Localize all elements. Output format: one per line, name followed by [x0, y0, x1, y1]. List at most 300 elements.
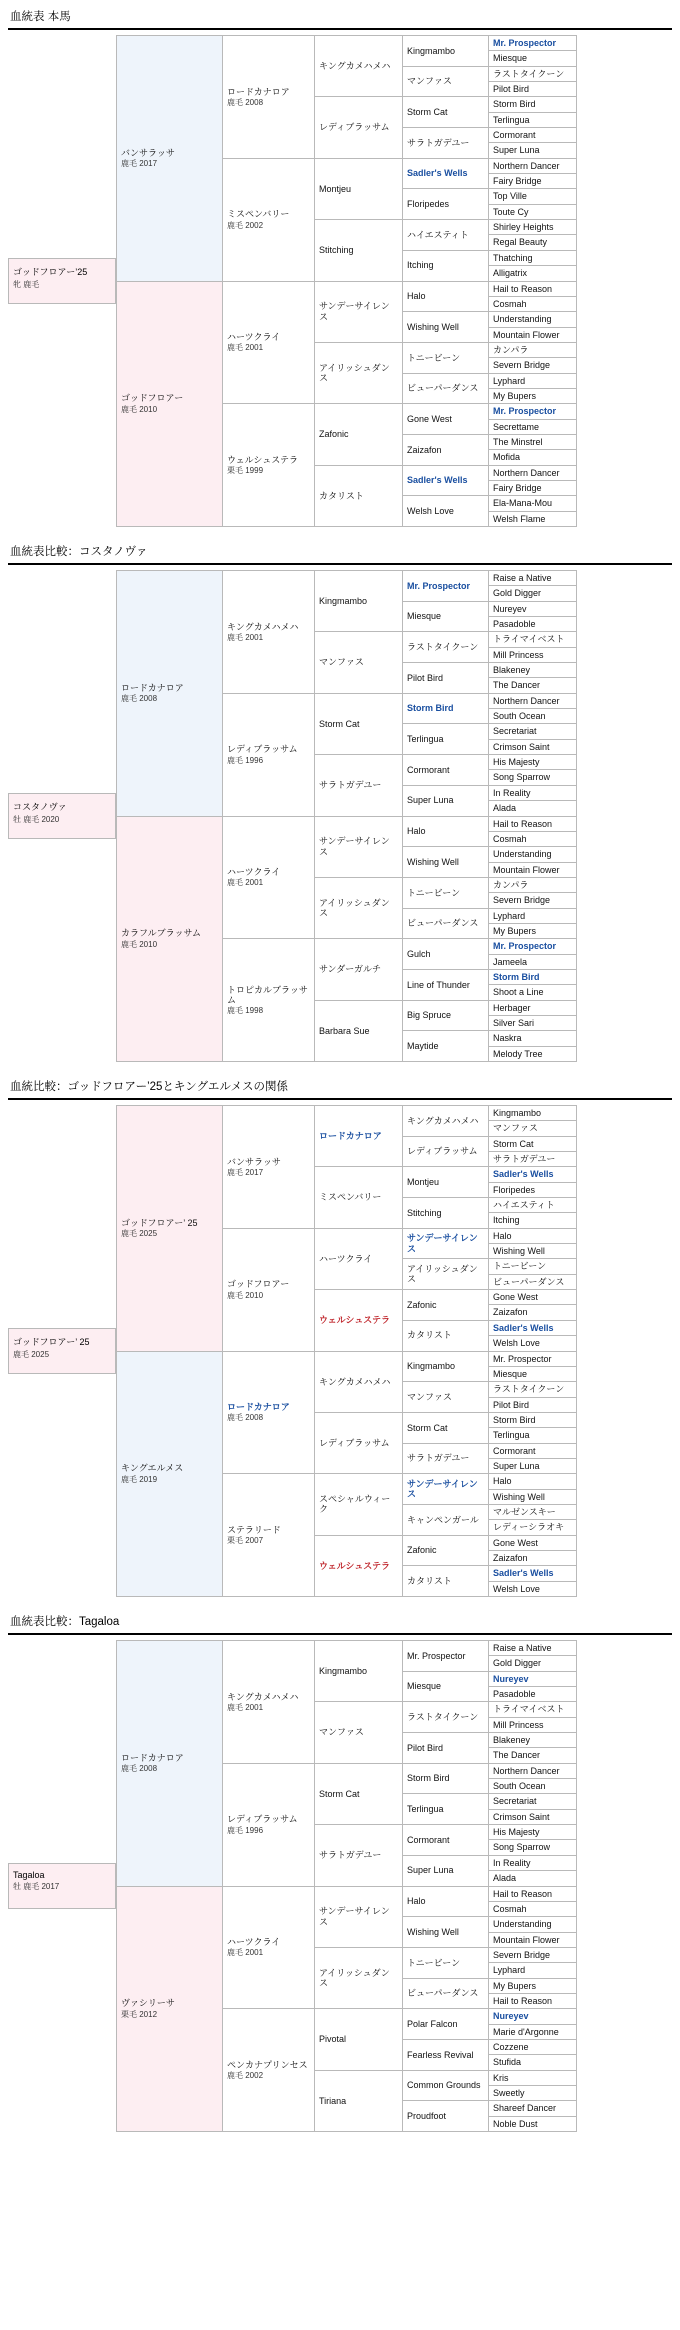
horse-name: Storm Cat: [407, 1422, 448, 1433]
gen5-cell: [489, 862, 577, 877]
horse-name: Thatching: [493, 252, 533, 263]
horse-name: Storm Bird: [493, 99, 536, 110]
horse-detail: 鹿毛 2008: [121, 1764, 158, 1774]
gen3-cell: [315, 158, 403, 219]
gen5-cell: [489, 1031, 577, 1046]
horse-name: Mr. Prospector: [493, 38, 557, 48]
gen5-cell: [489, 388, 577, 403]
gen3-cell: [315, 1290, 403, 1351]
gen3-cell: [315, 281, 403, 342]
gen5-cell: [489, 1520, 577, 1535]
gen1-cell: [117, 1351, 223, 1597]
gen4-cell: [403, 404, 489, 435]
gen4-cell: [403, 36, 489, 67]
horse-name: キングカメハメハ: [319, 61, 391, 72]
horse-name: ロードカナロア: [227, 1402, 290, 1413]
horse-name: Shirley Heights: [493, 222, 554, 233]
sections-root: [8, 6, 672, 2132]
gen5-cell: [489, 770, 577, 785]
gen3-cell: [315, 1167, 403, 1228]
horse-detail: 鹿毛 1996: [227, 1825, 264, 1835]
gen5-cell: [489, 496, 577, 511]
gen5-cell: [489, 1641, 577, 1656]
horse-detail: 鹿毛 2010: [121, 939, 158, 949]
section-title: 血統表比較：Tagaloa: [8, 1611, 672, 1635]
horse-name: Halo: [407, 826, 426, 837]
horse-name: Super Luna: [407, 795, 454, 806]
horse-name: トニービーン: [407, 1957, 461, 1968]
horse-name: My Bupers: [493, 925, 537, 936]
horse-name: Lyphard: [493, 375, 526, 386]
horse-name: Gold Digger: [493, 1658, 542, 1669]
pedigree-table: [116, 1640, 577, 2132]
gen4-cell: [403, 1474, 489, 1505]
horse-name: Zaizafon: [493, 1307, 528, 1318]
horse-name: Pilot Bird: [407, 672, 444, 683]
horse-name: Welsh Flame: [493, 513, 546, 524]
horse-name: Shareef Dancer: [493, 2103, 557, 2114]
gen5-cell: [489, 877, 577, 892]
gen3-cell: [315, 1474, 403, 1535]
horse-name: Pivotal: [319, 2034, 347, 2045]
section-title: 血統表 本馬: [8, 6, 672, 30]
horse-name: Naskra: [493, 1033, 522, 1044]
gen5-cell: [489, 1152, 577, 1167]
gen4-cell: [403, 632, 489, 663]
subject-detail: 牡 鹿毛 2017: [13, 1882, 60, 1891]
gen5-cell: [489, 1901, 577, 1916]
horse-name: Song Sparrow: [493, 772, 551, 783]
horse-name: サラトガデユー: [319, 1850, 382, 1861]
gen5-cell: [489, 404, 577, 419]
pedigree-table: [116, 35, 577, 527]
horse-name: ラストタイクーン: [493, 68, 565, 79]
horse-name: Itching: [407, 260, 434, 271]
horse-name: Cosmah: [493, 833, 527, 844]
gen5-cell: [489, 174, 577, 189]
gen5-cell: [489, 1259, 577, 1274]
gen5-cell: [489, 1993, 577, 2008]
horse-name: Storm Cat: [319, 1788, 360, 1799]
gen5-cell: [489, 143, 577, 158]
horse-name: レディブラッサム: [319, 1437, 390, 1448]
gen4-cell: [403, 1136, 489, 1167]
gen4-cell: [403, 1031, 489, 1062]
gen4-cell: [403, 724, 489, 755]
horse-name: Mill Princess: [493, 1719, 544, 1730]
gen5-cell: [489, 1535, 577, 1550]
horse-detail: 栗毛 1999: [227, 466, 264, 476]
horse-name: Terlingua: [493, 1430, 530, 1441]
gen4-cell: [403, 908, 489, 939]
gen5-cell: [489, 266, 577, 281]
horse-name: Marie d'Argonne: [493, 2026, 559, 2037]
horse-name: サラトガデユー: [319, 780, 382, 791]
gen5-cell: [489, 1671, 577, 1686]
section-title: 血統表比較：コスタノヴァ: [8, 541, 672, 565]
gen5-cell: [489, 1733, 577, 1748]
gen4-cell: [403, 1978, 489, 2009]
horse-name: Miesque: [493, 1368, 528, 1379]
horse-name: Gone West: [493, 1292, 538, 1303]
horse-name: Kingmambo: [493, 1108, 542, 1118]
horse-name: Miesque: [407, 1681, 442, 1692]
gen3-cell: [315, 1702, 403, 1763]
horse-name: ハーツクライ: [227, 332, 281, 343]
horse-name: Halo: [407, 1896, 426, 1907]
horse-name: Alligatrix: [493, 268, 528, 279]
table-row: [117, 816, 577, 831]
gen5-cell: [489, 739, 577, 754]
pedigree-section: [8, 541, 672, 1062]
horse-name: ロードカナロア: [227, 86, 290, 97]
gen5-cell: [489, 327, 577, 342]
gen5-cell: [489, 1717, 577, 1732]
gen2-cell: [223, 2009, 315, 2132]
horse-name: ハイエスティト: [493, 1200, 555, 1211]
horse-name: サンデーサイレンス: [407, 1478, 478, 1500]
horse-name: Pasadoble: [493, 619, 536, 630]
horse-name: サンデーサイレンス: [407, 1233, 478, 1254]
gen5-cell: [489, 1474, 577, 1489]
gen5-cell: [489, 1274, 577, 1289]
gen5-cell: [489, 908, 577, 923]
horse-name: サンデーサイレンス: [319, 1906, 390, 1927]
horse-name: Zafonic: [319, 429, 349, 440]
gen4-cell: [403, 1412, 489, 1443]
gen5-cell: [489, 1046, 577, 1061]
horse-name: Storm Cat: [493, 1138, 534, 1149]
gen5-cell: [489, 709, 577, 724]
gen4-cell: [403, 1641, 489, 1672]
gen5-cell: [489, 2055, 577, 2070]
horse-name: キングエルメス: [121, 1463, 184, 1474]
gen5-cell: [489, 1963, 577, 1978]
gen4-cell: [403, 571, 489, 602]
horse-name: Sadler's Wells: [493, 1322, 554, 1333]
gen4-cell: [403, 158, 489, 189]
gen3-cell: [315, 755, 403, 816]
horse-detail: 鹿毛 2001: [227, 1948, 264, 1958]
horse-name: カタリスト: [407, 1575, 452, 1586]
horse-name: Understanding: [493, 1919, 552, 1930]
gen5-cell: [489, 1886, 577, 1901]
subject-cell: [8, 1328, 116, 1374]
horse-name: Big Spruce: [407, 1010, 452, 1021]
horse-name: Severn Bridge: [493, 360, 551, 371]
horse-name: Mountain Flower: [493, 864, 560, 875]
gen1-cell: [117, 36, 223, 282]
gen5-cell: [489, 1763, 577, 1778]
horse-name: バンサラッサ: [121, 147, 175, 158]
gen4-cell: [403, 969, 489, 1000]
horse-name: キングカメハメハ: [319, 1376, 391, 1387]
gen5-cell: [489, 755, 577, 770]
gen5-cell: [489, 939, 577, 954]
horse-name: Mr. Prospector: [407, 1650, 466, 1661]
horse-name: Mountain Flower: [493, 329, 560, 340]
gen3-cell: [315, 97, 403, 158]
horse-name: Blakeney: [493, 1735, 531, 1746]
gen5-cell: [489, 693, 577, 708]
subject-cell: [8, 1863, 116, 1909]
horse-name: Maytide: [407, 1040, 439, 1051]
horse-name: Stitching: [319, 245, 354, 256]
horse-name: トニービーン: [407, 352, 461, 363]
gen5-cell: [489, 97, 577, 112]
gen4-cell: [403, 342, 489, 373]
horse-name: Kris: [493, 2072, 509, 2083]
pedigree-table: [116, 1105, 577, 1597]
table-row: [117, 36, 577, 51]
horse-name: Storm Bird: [493, 971, 540, 982]
gen5-cell: [489, 2085, 577, 2100]
gen4-cell: [403, 1825, 489, 1856]
horse-name: Welsh Love: [493, 1583, 540, 1594]
table-row: [117, 1886, 577, 1901]
gen4-cell: [403, 755, 489, 786]
gen5-cell: [489, 2101, 577, 2116]
horse-name: ゴッドフロアー: [121, 393, 184, 404]
gen5-cell: [489, 1917, 577, 1932]
horse-name: カラフルブラッサム: [121, 928, 202, 939]
horse-detail: 鹿毛 2010: [227, 1290, 264, 1300]
gen4-cell: [403, 847, 489, 878]
horse-name: Sadler's Wells: [493, 1169, 554, 1180]
horse-name: Shoot a Line: [493, 987, 544, 998]
horse-name: Cosmah: [493, 298, 527, 309]
gen4-cell: [403, 601, 489, 632]
gen1-cell: [117, 816, 223, 1062]
horse-name: Kingmambo: [407, 1361, 456, 1372]
horse-name: カンパラ: [493, 879, 529, 890]
gen5-cell: [489, 1947, 577, 1962]
gen5-cell: [489, 571, 577, 586]
horse-name: Severn Bridge: [493, 895, 551, 906]
subject-name: ゴッドフロアー’25: [13, 267, 88, 277]
horse-name: Sadler's Wells: [407, 168, 468, 179]
gen4-cell: [403, 1702, 489, 1733]
horse-name: Welsh Love: [407, 505, 454, 516]
section-body: [8, 35, 672, 527]
horse-name: ウェルシュステラ: [319, 1560, 391, 1571]
gen3-cell: [315, 1351, 403, 1412]
gen2-cell: [223, 1351, 315, 1474]
gen4-cell: [403, 816, 489, 847]
gen3-cell: [315, 1825, 403, 1886]
gen5-cell: [489, 220, 577, 235]
horse-name: Gold Digger: [493, 588, 542, 599]
gen5-cell: [489, 480, 577, 495]
gen5-cell: [489, 663, 577, 678]
gen4-cell: [403, 1733, 489, 1764]
gen2-cell: [223, 281, 315, 404]
gen5-cell: [489, 1382, 577, 1397]
horse-name: Jameela: [493, 956, 528, 967]
horse-name: Fearless Revival: [407, 2049, 474, 2060]
horse-detail: 鹿毛 2002: [227, 2071, 264, 2081]
gen5-cell: [489, 617, 577, 632]
horse-name: Mr. Prospector: [493, 941, 557, 952]
gen3-cell: [315, 465, 403, 526]
horse-name: Nureyev: [493, 1673, 529, 1684]
gen4-cell: [403, 1671, 489, 1702]
horse-name: トライマイベスト: [493, 634, 565, 645]
gen4-cell: [403, 663, 489, 694]
horse-detail: 鹿毛 1996: [227, 755, 264, 765]
horse-name: Sadler's Wells: [407, 475, 468, 486]
horse-name: ビューパーダンス: [407, 383, 479, 394]
gen5-cell: [489, 1978, 577, 1993]
horse-name: Melody Tree: [493, 1048, 543, 1059]
gen5-cell: [489, 235, 577, 250]
horse-detail: 鹿毛 2010: [121, 404, 158, 414]
horse-name: South Ocean: [493, 1781, 546, 1792]
horse-name: Alada: [493, 1873, 517, 1884]
gen5-cell: [489, 1397, 577, 1412]
horse-name: ロードカナロア: [121, 682, 184, 693]
horse-name: Top Ville: [493, 191, 527, 202]
gen5-cell: [489, 586, 577, 601]
gen2-cell: [223, 158, 315, 281]
gen5-cell: [489, 954, 577, 969]
horse-name: His Majesty: [493, 1827, 540, 1838]
gen5-cell: [489, 1840, 577, 1855]
gen2-cell: [223, 571, 315, 694]
horse-detail: 鹿毛 2001: [227, 632, 264, 642]
gen5-cell: [489, 724, 577, 739]
subject-detail: 鹿毛 2025: [13, 1350, 50, 1359]
gen4-cell: [403, 128, 489, 159]
horse-name: Lyphard: [493, 1965, 526, 1976]
horse-name: Welsh Love: [493, 1338, 540, 1349]
horse-name: Zafonic: [407, 1545, 437, 1556]
subject-block: [8, 1328, 116, 1374]
gen4-cell: [403, 2009, 489, 2040]
gen5-cell: [489, 511, 577, 526]
horse-name: Northern Dancer: [493, 467, 560, 478]
gen5-cell: [489, 112, 577, 127]
gen2-cell: [223, 1641, 315, 1764]
gen3-cell: [315, 1000, 403, 1061]
section-body: [8, 1105, 672, 1597]
horse-name: Barbara Sue: [319, 1025, 370, 1036]
horse-name: サンデーサイレンス: [319, 301, 390, 322]
horse-name: トロピカルブラッサム: [227, 984, 308, 1006]
gen5-cell: [489, 816, 577, 831]
horse-name: Cosmah: [493, 1903, 527, 1914]
gen4-cell: [403, 1947, 489, 1978]
horse-name: サラトガデユー: [407, 137, 470, 148]
gen5-cell: [489, 66, 577, 81]
gen4-cell: [403, 1504, 489, 1535]
horse-detail: 鹿毛 1998: [227, 1006, 264, 1016]
horse-name: Kingmambo: [319, 596, 368, 607]
horse-name: Wishing Well: [407, 1926, 459, 1937]
gen5-cell: [489, 1167, 577, 1182]
horse-name: Northern Dancer: [493, 695, 560, 706]
pedigree-section: [8, 6, 672, 527]
gen4-cell: [403, 1566, 489, 1597]
gen2-cell: [223, 939, 315, 1062]
gen5-cell: [489, 434, 577, 449]
horse-name: Miesque: [407, 611, 442, 622]
horse-name: マンファス: [319, 1727, 364, 1738]
horse-name: Nureyev: [493, 603, 527, 614]
horse-name: ラストタイクーン: [407, 642, 479, 653]
gen5-cell: [489, 465, 577, 480]
section-body: [8, 570, 672, 1062]
horse-name: The Dancer: [493, 680, 541, 691]
gen5-cell: [489, 189, 577, 204]
gen4-cell: [403, 1198, 489, 1229]
gen4-cell: [403, 250, 489, 281]
horse-name: Super Luna: [493, 145, 540, 156]
horse-name: トニービーン: [407, 887, 461, 898]
table-row: [117, 1106, 577, 1121]
gen4-cell: [403, 1382, 489, 1413]
gen3-cell: [315, 404, 403, 465]
gen5-cell: [489, 785, 577, 800]
gen5-cell: [489, 1748, 577, 1763]
horse-name: Raise a Native: [493, 573, 552, 583]
horse-name: ビューパーダンス: [407, 918, 479, 929]
horse-name: ロードカナロア: [121, 1752, 184, 1763]
gen5-cell: [489, 1351, 577, 1366]
horse-name: ステラリード: [227, 1524, 281, 1535]
gen5-cell: [489, 1366, 577, 1381]
horse-name: Secretariat: [493, 1796, 537, 1807]
gen5-cell: [489, 1412, 577, 1427]
horse-detail: 鹿毛 2017: [227, 1167, 264, 1177]
horse-name: Storm Bird: [407, 1773, 450, 1784]
gen5-cell: [489, 1106, 577, 1121]
gen5-cell: [489, 1504, 577, 1519]
horse-name: アイリッシュダンス: [319, 1967, 390, 1989]
subject-detail: 牝 鹿毛: [13, 280, 40, 289]
gen5-cell: [489, 1290, 577, 1305]
horse-name: Noble Dust: [493, 2118, 538, 2129]
horse-name: Storm Bird: [407, 703, 454, 714]
gen5-cell: [489, 1458, 577, 1473]
horse-name: Crimson Saint: [493, 741, 550, 752]
horse-detail: 鹿毛 2025: [121, 1229, 158, 1239]
gen5-cell: [489, 158, 577, 173]
horse-name: Wishing Well: [407, 321, 459, 332]
horse-name: Wishing Well: [493, 1246, 545, 1257]
horse-name: ロードカナロア: [319, 1131, 382, 1142]
horse-name: カタリスト: [407, 1330, 452, 1341]
horse-name: Floripedes: [493, 1184, 536, 1195]
gen3-cell: [315, 1947, 403, 2008]
horse-detail: 栗毛 2007: [227, 1536, 264, 1546]
gen3-cell: [315, 1228, 403, 1289]
subject-block: [8, 1863, 116, 1909]
horse-detail: 鹿毛 2008: [121, 694, 158, 704]
horse-name: Montjeu: [407, 1177, 440, 1188]
horse-name: Common Grounds: [407, 2080, 481, 2091]
gen5-cell: [489, 831, 577, 846]
horse-name: Storm Bird: [493, 1414, 536, 1425]
horse-name: ゴッドフロアー’ 25: [121, 1217, 198, 1228]
horse-name: Understanding: [493, 849, 552, 860]
horse-name: Zafonic: [407, 1299, 437, 1310]
horse-name: レディブラッサム: [319, 122, 390, 133]
gen5-cell: [489, 358, 577, 373]
gen4-cell: [403, 1535, 489, 1566]
horse-name: Mr. Prospector: [407, 580, 471, 591]
gen4-cell: [403, 1290, 489, 1321]
